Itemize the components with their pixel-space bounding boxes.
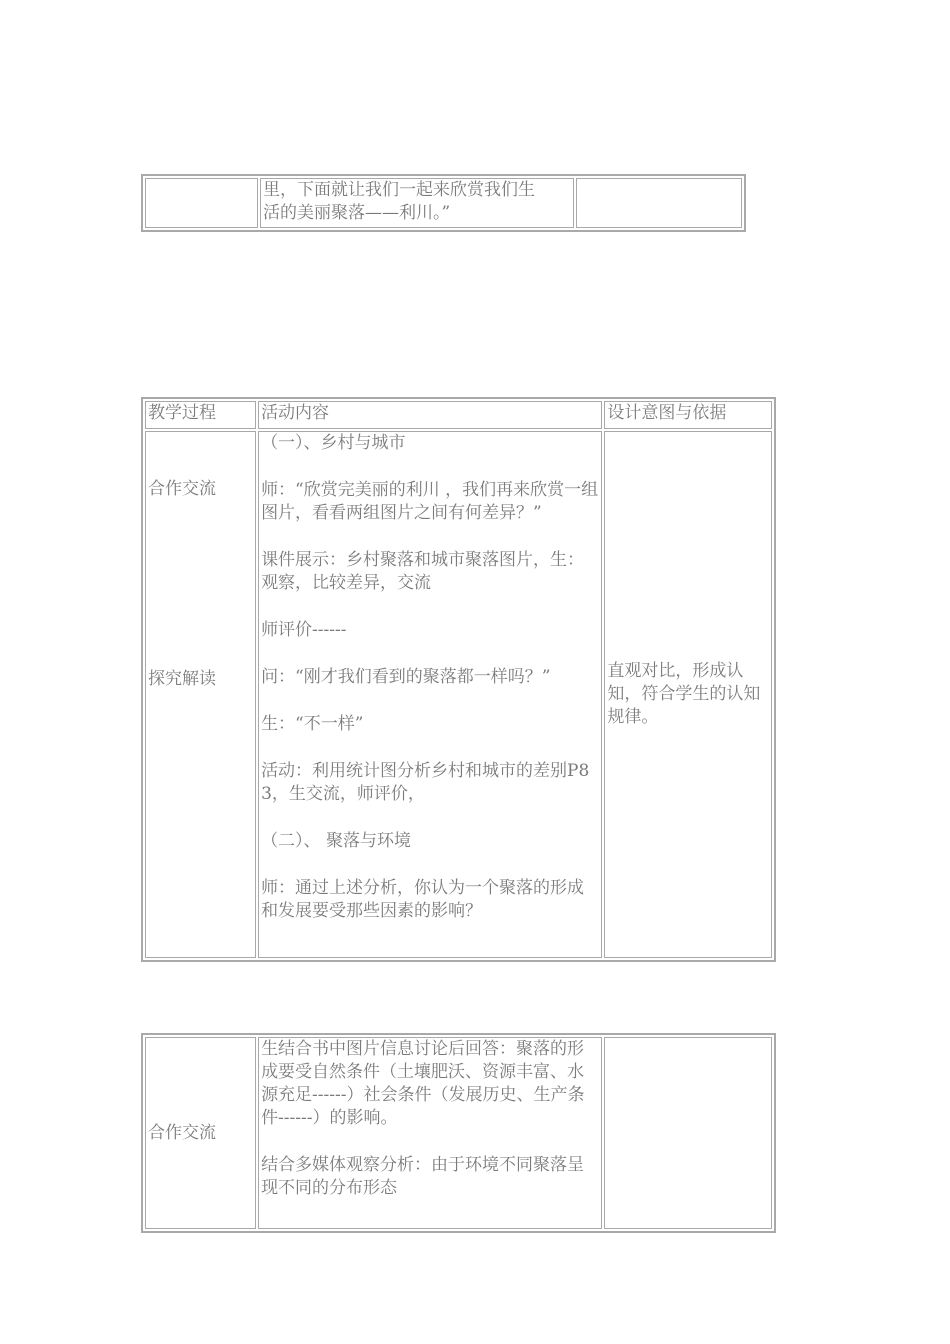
activity-line: 里，下面就让我们一起来欣赏我们生 xyxy=(263,180,535,200)
activity-paragraph: （二）、 聚落与环境 xyxy=(261,831,411,851)
table-row xyxy=(145,431,772,958)
header-activity-content: 活动内容 xyxy=(258,401,602,429)
header-teaching-process: 教学过程 xyxy=(145,401,256,429)
header-row xyxy=(145,401,772,429)
activity-paragraph: 活动：利用统计图分析乡村和城市的差别P83，生交流，师评价， xyxy=(261,761,590,804)
header-design-intent: 设计意图与依据 xyxy=(604,401,772,429)
activity-cell xyxy=(258,1037,602,1229)
activity-paragraph: 师评价------ xyxy=(261,620,347,640)
intent-cell xyxy=(576,178,742,228)
intent-cell xyxy=(604,431,772,958)
process-cell xyxy=(145,178,258,228)
activity-line: 活的美丽聚落——利川。” xyxy=(263,203,451,223)
process-cell xyxy=(145,1037,256,1229)
continuation-table xyxy=(141,174,746,232)
process-cell xyxy=(145,431,256,958)
activity-paragraph: 师：通过上述分析，你认为一个聚落的形成和发展要受那些因素的影响？ xyxy=(261,878,585,921)
process-label-explore: 探究解读 xyxy=(148,669,216,689)
process-label-cooperate: 合作交流 xyxy=(148,1122,216,1143)
lesson-table xyxy=(141,397,776,962)
continuation-table-2 xyxy=(141,1033,776,1233)
activity-paragraph: （一）、乡村与城市 xyxy=(261,433,406,453)
table-row xyxy=(145,178,742,228)
table-row xyxy=(145,1037,772,1229)
activity-cell xyxy=(258,431,602,958)
activity-paragraph: 结合多媒体观察分析：由于环境不同聚落呈现不同的分布形态 xyxy=(261,1155,585,1198)
intent-text: 直观对比，形成认知，符合学生的认知规律。 xyxy=(607,661,761,727)
activity-paragraph: 问：“刚才我们看到的聚落都一样吗？” xyxy=(261,667,551,687)
intent-cell xyxy=(604,1037,772,1229)
activity-paragraph: 生结合书中图片信息讨论后回答：聚落的形成要受自然条件（土壤肥沃、资源丰富、水源充足------）社会条件（发展历史、生产条件------）的影响。 xyxy=(261,1039,585,1128)
activity-paragraph: 课件展示：乡村聚落和城市聚落图片，生：观察，比较差异，交流 xyxy=(261,550,585,593)
activity-cell xyxy=(260,178,574,228)
process-label-cooperate: 合作交流 xyxy=(148,479,216,499)
activity-paragraph: 生：“不一样” xyxy=(261,714,364,734)
activity-paragraph: 师：“欣赏完美丽的利川 ，我们再来欣赏一组图片，看看两组图片之间有何差异？” xyxy=(261,480,599,523)
